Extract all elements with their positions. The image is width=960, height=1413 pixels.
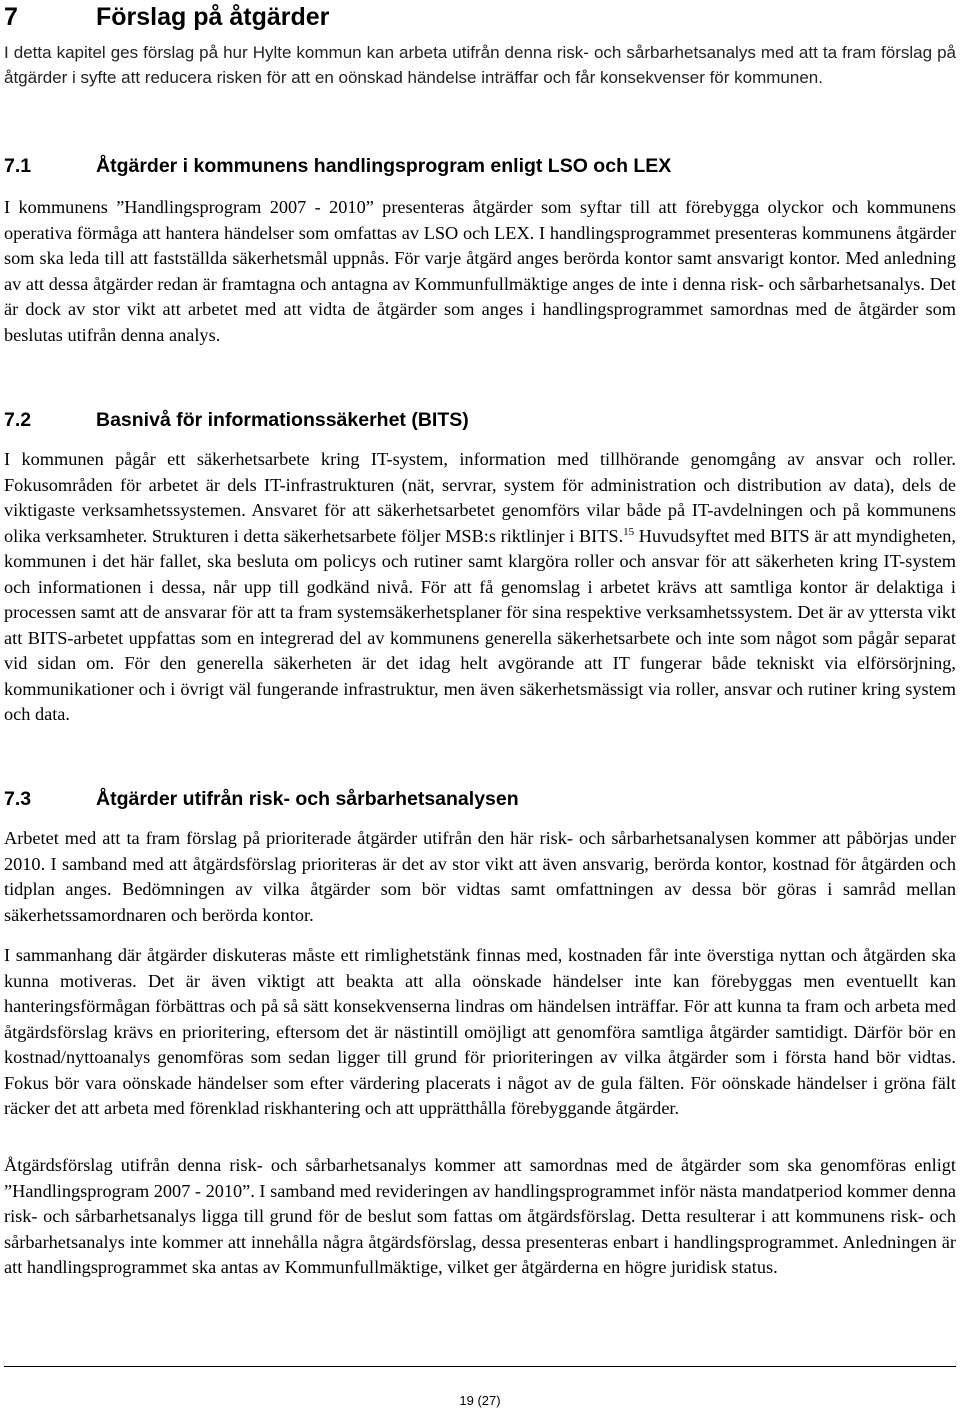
section-heading-7-3	[4, 786, 519, 812]
section-7-3-paragraph-2: I sammanhang där åtgärder diskuteras måste ett rimlighetstänk finnas med, kostnaden får inte överstiga nyttan och åtgärden ska kunna motiveras. Det är även viktigt att beakta att alla oönskade händelser inte kan förebyggas men eventuellt kan hanteringsförmågan förbättras och på så sätt konsekvenserna lindras om händelsen inträffar. För att kunna ta fram och arbeta med åtgärdsförslag krävs en prioritering, eftersom det är nästintill omöjligt att genomföra samtliga åtgärder samtidigt. Därför bör en kostnad/nyttoanalys genomföras som sedan ligger till grund för prioriteringen av vilka åtgärder som i första hand bör vidtas. Fokus bör vara oönskade händelser som efter värdering placerats i något av de gula fälten. För oönskade händelser i gröna fält räcker det att arbeta med förenklad riskhantering och att upprätthålla förebyggande åtgärder.	[4, 945, 956, 1118]
chapter-title	[4, 2, 329, 32]
chapter-title-text: Förslag på åtgärder	[96, 3, 330, 31]
page-number: 19 (27)	[459, 1393, 501, 1408]
section-number: 7.3	[4, 788, 32, 810]
footnote-reference: 15	[623, 525, 635, 538]
paragraph-text: Huvudsyftet med BITS är att myndigheten, kommunen i det här fallet, ska besluta om policys och rutiner samt klargöra roller och ansvar för att säkerheten kring IT-system och informationen i dessa, når upp till godkänd nivå. För att få genomslag i arbetet krävs att samtliga kontor är delaktiga i processen samt att de ansvarar för att ta fram systemsäkerhetsplaner för sina respektive verksamhetssystem. Det är av yttersta vikt att BITS-arbetet uppfattas som en integrerad del av kommunens generella säkerhetsarbete och inte som något som pågår separat vid sidan om. För den generella säkerheten är det idag helt avgörande att IT fungerar både tekniskt via elförsörjning, kommunikationer och i övrigt väl fungerande infrastruktur, men även säkerhetsmässigt via roller, ansvar och rutiner kring system och data.	[4, 525, 956, 724]
section-heading-7-1	[4, 153, 671, 179]
section-7-3-paragraph-3: Åtgärdsförslag utifrån denna risk- och sårbarhetsanalys kommer att samordnas med de åtgärder som ska genomföras enligt ”Handlingsprogram 2007 - 2010”. I samband med revideringen av handlingsprogrammet inför nästa mandatperiod kommer denna risk- och sårbarhetsanalys ligga till grund för de beslut som fattas om åtgärdsförslag. Detta resulterar i att kommunens risk- och sårbarhetsanalys inte kommer att innehålla några åtgärdsförslag, dessa presenteras enbart i handlingsprogrammet. Anledningen är att handlingsprogrammet ska antas av Kommunfullmäktige, vilket ger åtgärderna en högre juridisk status.	[4, 1155, 956, 1277]
section-title: Åtgärder utifrån risk- och sårbarhetsanalysen	[96, 788, 519, 810]
section-7-2-paragraph	[4, 447, 956, 728]
section-number: 7.2	[4, 409, 32, 431]
section-title: Basnivå för informationssäkerhet (BITS)	[96, 409, 469, 431]
section-number: 7.1	[4, 155, 32, 177]
chapter-intro: I detta kapitel ges förslag på hur Hylte kommun kan arbeta utifrån denna risk- och sårbarhetsanalys med att ta fram förslag på åtgärder i syfte att reducera risken för att en oönskad händelse inträffar och får konsekvenser för kommunen.	[4, 43, 956, 87]
section-7-3-paragraph-1: Arbetet med att ta fram förslag på prioriterade åtgärder utifrån den här risk- och sårbarhetsanalysen kommer att påbörjas under 2010. I samband med att åtgärdsförslag prioriteras är det av stor vikt att även ansvarig, berörda kontor, kostnad för åtgärden och tidplan anges. Bedömningen av vilka åtgärder som bör vidtas samt omfattningen av dessa bör göras i samråd mellan säkerhetssamordnaren och berörda kontor.	[4, 828, 956, 925]
chapter-number: 7	[4, 3, 18, 31]
section-heading-7-2	[4, 407, 469, 433]
paragraph-text: I kommunen pågår ett säkerhetsarbete kring IT-system, information med tillhörande genomgång av ansvar och roller. Fokusområden för arbetet är dels IT-infrastrukturen (nät, servrar, system för administration och distribution av data), dels de viktigaste verksamhetssystemen. Ansvaret för att säkerhetsarbetet genomförs vilar både på IT-avdelningen och på kommunens olika verksamheter. Strukturen i detta säkerhetsarbete följer MSB:s riktlinjer i BITS.	[4, 449, 956, 546]
footer-rule	[4, 1366, 956, 1367]
section-7-1-paragraph: I kommunens ”Handlingsprogram 2007 - 2010” presenteras åtgärder som syftar till att förebygga olyckor och kommunens operativa förmåga att hantera händelser som omfattas av LSO och LEX. I handlingsprogrammet presenteras kommunens åtgärder som ska leda till att fastställda säkerhetsmål uppnås. För varje åtgärd anges berörda kontor samt ansvarigt kontor. Med anledning av att dessa åtgärder redan är framtagna och antagna av Kommunfullmäktige anges de inte i denna risk- och sårbarhetsanalys. Det är dock av stor vikt att arbetet med att vidta de åtgärder som anges i handlingsprogrammet samordnas med de åtgärder som beslutas utifrån denna analys.	[4, 197, 956, 345]
document-page	[4, 0, 956, 1413]
section-title: Åtgärder i kommunens handlingsprogram enligt LSO och LEX	[96, 155, 672, 177]
